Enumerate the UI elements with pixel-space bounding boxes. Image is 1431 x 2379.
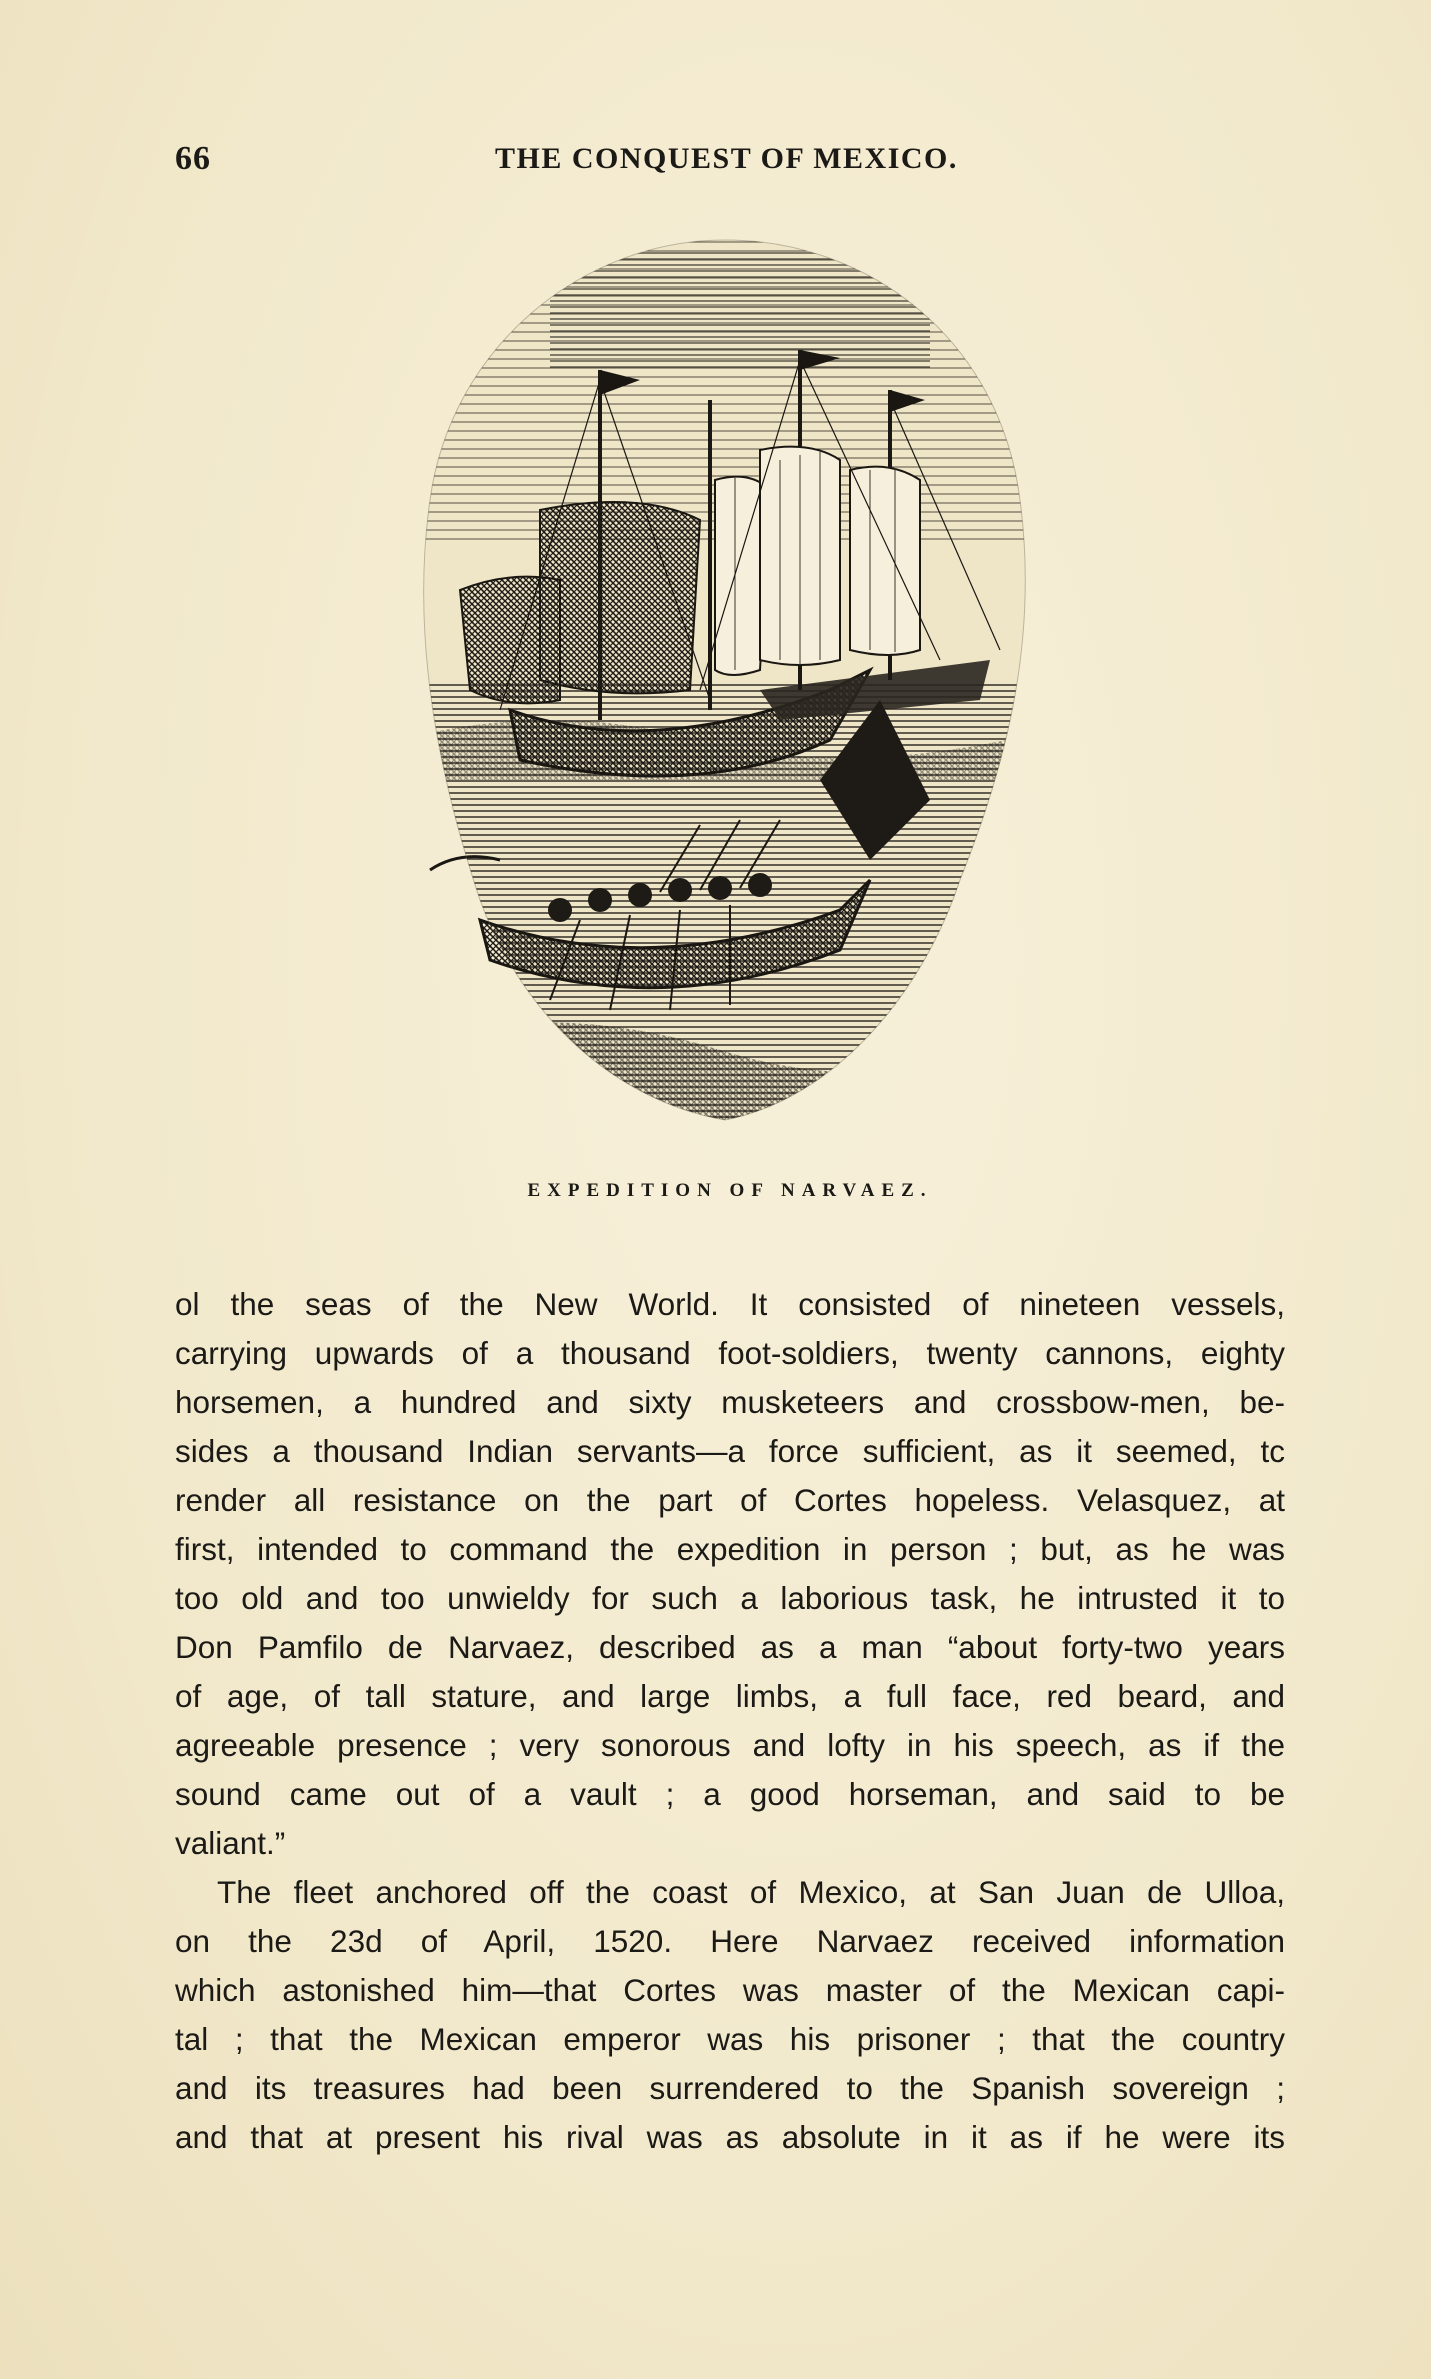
page-number: 66	[175, 140, 211, 177]
text-line: on the 23d of April, 1520. Here Narvaez received information	[175, 1923, 1285, 1959]
text-line: agreeable presence ; very sonorous and lofty in his speech, as if the	[175, 1727, 1285, 1763]
text-line: valiant.”	[175, 1825, 286, 1861]
running-title: THE CONQUEST OF MEXICO.	[495, 142, 958, 175]
text-line: sound came out of a vault ; a good horseman, and said to be	[175, 1776, 1285, 1812]
text-line: Don Pamfilo de Narvaez, described as a man “about forty-two years	[175, 1629, 1285, 1665]
text-line: of age, of tall stature, and large limbs, a full face, red beard, and	[175, 1678, 1285, 1714]
page-header	[175, 140, 1285, 190]
illustration-caption: EXPEDITION OF NARVAEZ.	[527, 1180, 933, 1201]
engraving-ships-icon	[400, 220, 1050, 1140]
text-line: render all resistance on the part of Cortes hopeless. Velasquez, at	[175, 1482, 1285, 1518]
text-line: carrying upwards of a thousand foot-soldiers, twenty cannons, eighty	[175, 1335, 1285, 1371]
text-line: too old and too unwieldy for such a laborious task, he intrusted it to	[175, 1580, 1285, 1616]
text-line: horsemen, a hundred and sixty musketeers and crossbow-men, be-	[175, 1384, 1285, 1420]
paragraph-1	[175, 1280, 1285, 1868]
text-line: The fleet anchored off the coast of Mexico, at San Juan de Ulloa,	[217, 1874, 1285, 1910]
body-text	[175, 1280, 1285, 2162]
text-line: first, intended to command the expedition in person ; but, as he was	[175, 1531, 1285, 1567]
ships-engraving	[400, 220, 1050, 1140]
paragraph-2	[175, 1868, 1285, 2162]
text-line: sides a thousand Indian servants—a force sufficient, as it seemed, tc	[175, 1433, 1285, 1469]
text-line: ol the seas of the New World. It consisted of nineteen vessels,	[175, 1286, 1285, 1322]
text-line: and its treasures had been surrendered to the Spanish sovereign ;	[175, 2070, 1285, 2106]
text-line: and that at present his rival was as absolute in it as if he were its	[175, 2119, 1285, 2155]
text-line: tal ; that the Mexican emperor was his prisoner ; that the country	[175, 2021, 1285, 2057]
text-line: which astonished him—that Cortes was master of the Mexican capi-	[175, 1972, 1285, 2008]
